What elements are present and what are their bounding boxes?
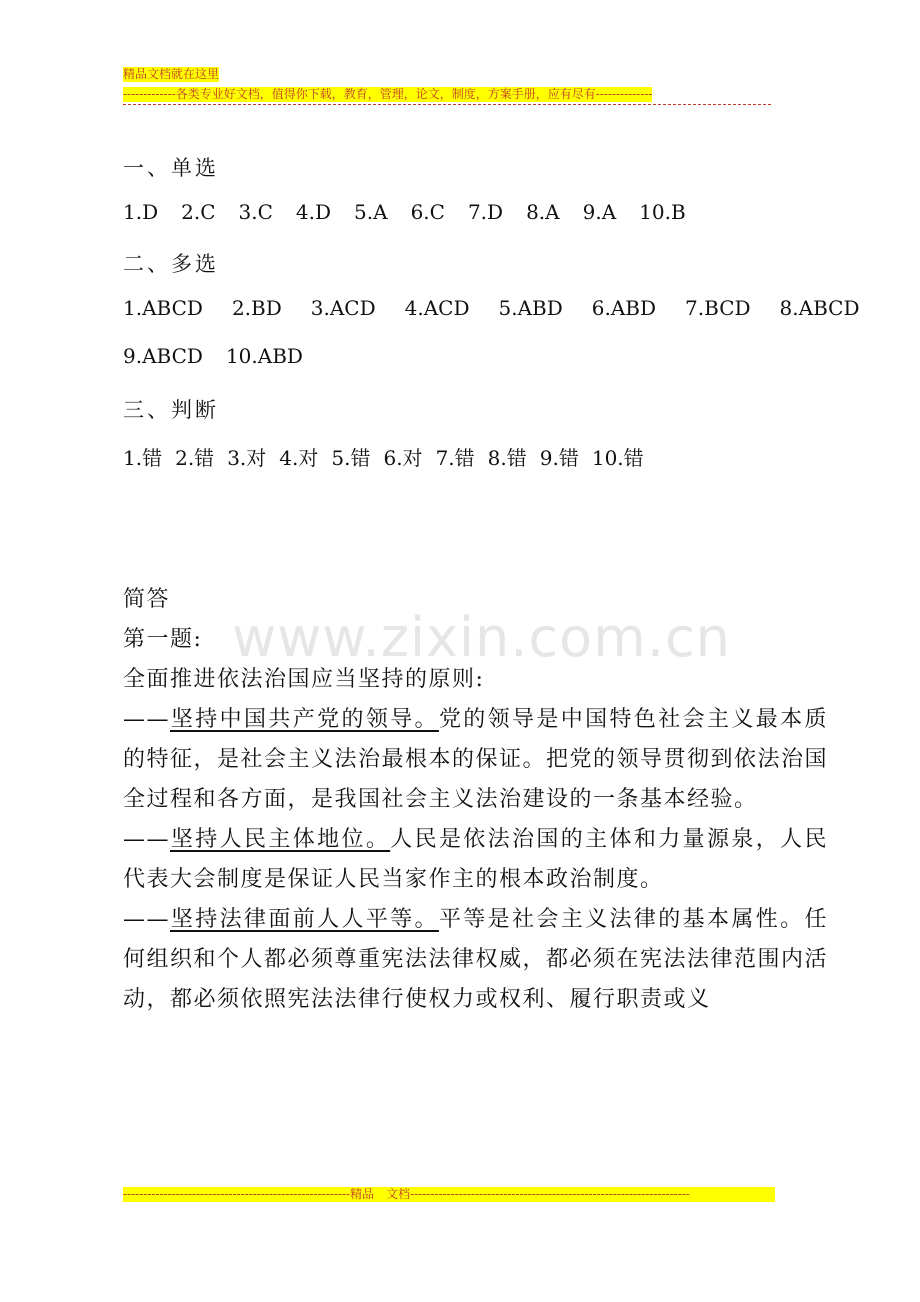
principle-key: 坚持中国共产党的领导。 bbox=[170, 707, 439, 732]
answer-item: 10.错 bbox=[591, 446, 644, 470]
header-banner: -------------各类专业好文档，值得你下载，教育，管理，论文，制度，方案手册，应有尽有-------------- bbox=[123, 87, 653, 101]
answer-item: 9.错 bbox=[539, 446, 579, 470]
answer-item: 6.对 bbox=[383, 446, 423, 470]
principle-key: 坚持人民主体地位。 bbox=[170, 827, 391, 852]
answer-item: 7.D bbox=[467, 200, 504, 224]
answer-item: 9.ABCD bbox=[123, 344, 203, 368]
principle-paragraph bbox=[123, 900, 828, 1020]
dash: —— bbox=[123, 907, 170, 932]
answer-item: 7.BCD bbox=[685, 296, 751, 320]
answer-item: 5.A bbox=[354, 200, 388, 224]
answer-item: 1.ABCD bbox=[123, 296, 203, 320]
answer-item: 9.A bbox=[582, 200, 617, 224]
answer-item: 8.A bbox=[526, 200, 560, 224]
answer-item: 8.错 bbox=[487, 446, 527, 470]
principle-text: 人民是依法治国的主体和力量源泉，人民代表大会制度是保证人民当家作主的根本政治制度。 bbox=[123, 827, 828, 892]
judge-answers bbox=[123, 442, 644, 471]
answer-item: 4.ACD bbox=[404, 296, 470, 320]
answer-item: 6.C bbox=[410, 200, 445, 224]
dash: —— bbox=[123, 827, 170, 852]
answer-item: 3.C bbox=[238, 200, 273, 224]
answer-item: 5.ABD bbox=[498, 296, 563, 320]
principle-paragraph bbox=[123, 820, 828, 900]
answer-item: 2.C bbox=[181, 200, 216, 224]
multi-answers-line1 bbox=[123, 296, 859, 320]
answer-item: 6.ABD bbox=[591, 296, 657, 320]
essay-heading: 简答 bbox=[123, 587, 171, 612]
essay-section bbox=[123, 580, 828, 1020]
answer-item: 1.错 bbox=[123, 446, 163, 470]
principle-paragraph bbox=[123, 700, 828, 820]
answer-item: 2.错 bbox=[175, 446, 215, 470]
principle-key: 坚持法律面前人人平等。 bbox=[170, 907, 439, 932]
answer-item: 5.错 bbox=[331, 446, 371, 470]
section-title-single: 一、单选 bbox=[123, 156, 219, 180]
answer-item: 4.对 bbox=[279, 446, 319, 470]
footer-banner: --------------------------------------------------------精品 文档--------------------------------------------------------------------- bbox=[123, 1187, 775, 1202]
answer-item: 10.ABD bbox=[225, 344, 303, 368]
question-label: 第一题: bbox=[123, 627, 203, 652]
answer-item: 7.错 bbox=[435, 446, 475, 470]
answer-item: 8.ABCD bbox=[779, 296, 860, 320]
watermark: www.zixin.com.cn bbox=[232, 606, 731, 669]
answer-item: 4.D bbox=[295, 200, 332, 224]
principle-text: 平等是社会主义法律的基本属性。任何组织和个人都必须尊重宪法法律权威，都必须在宪法法律范围内活动，都必须依照宪法法律行使权力或权利、履行职责或义 bbox=[123, 907, 829, 1012]
answer-item: 3.对 bbox=[227, 446, 267, 470]
header-divider bbox=[123, 104, 771, 105]
dash: —— bbox=[123, 707, 170, 732]
multi-answers-line2 bbox=[123, 344, 303, 368]
answer-item: 1.D bbox=[123, 200, 159, 224]
answer-item: 2.BD bbox=[231, 296, 282, 320]
single-answers bbox=[123, 200, 686, 224]
answer-item: 3.ACD bbox=[310, 296, 376, 320]
essay-intro: 全面推进依法治国应当坚持的原则: bbox=[123, 667, 485, 692]
header-title: 精品文档就在这里 bbox=[123, 67, 220, 81]
answer-item: 10.B bbox=[639, 200, 686, 224]
principle-text: 党的领导是中国特色社会主义最本质的特征，是社会主义法治最根本的保证。把党的领导贯彻到依法治国全过程和各方面，是我国社会主义法治建设的一条基本经验。 bbox=[123, 707, 829, 812]
section-title-judge: 三、判断 bbox=[123, 398, 219, 422]
section-title-multi: 二、多选 bbox=[123, 252, 219, 276]
